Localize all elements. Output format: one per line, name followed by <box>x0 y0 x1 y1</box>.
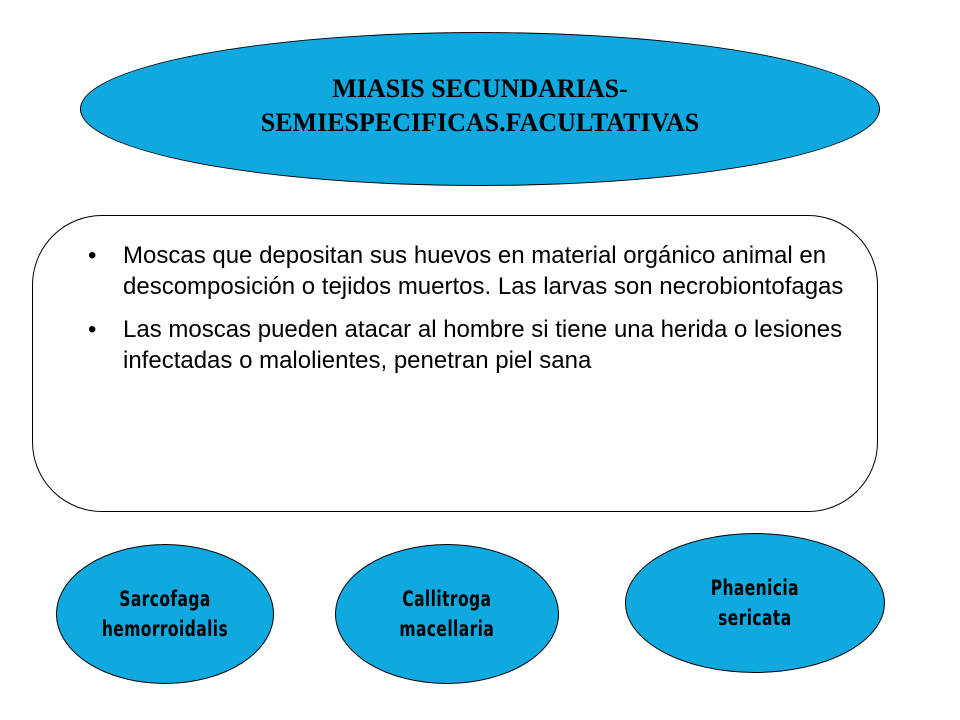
species-ellipse-phaenicia <box>625 533 885 673</box>
bullet-text: Moscas que depositan sus huevos en material orgánico animal en descomposición o tejidos muertos. Las larvas son necrobiontofagas <box>123 242 844 300</box>
bullet-marker: • <box>88 316 97 343</box>
description-box <box>32 215 878 512</box>
species-ellipse-sarcofaga <box>56 544 274 684</box>
bullet-item <box>58 240 858 302</box>
title-ellipse <box>80 32 880 186</box>
species-label: Callitroga macellaria <box>399 587 495 641</box>
bullet-item <box>58 314 858 376</box>
species-label: Sarcofaga hemorroidalis <box>101 587 229 641</box>
bullet-list <box>58 240 858 388</box>
title-text: MIASIS SECUNDARIAS- SEMIESPECIFICAS.FACULTATIVAS <box>260 74 700 137</box>
species-ellipse-callitroga <box>335 544 559 684</box>
species-label: Phaenicia sericata <box>710 576 800 630</box>
bullet-text: Las moscas pueden atacar al hombre si tiene una herida o lesiones infectadas o malolientes, penetran piel sana <box>123 316 843 374</box>
bullet-marker: • <box>88 242 97 269</box>
